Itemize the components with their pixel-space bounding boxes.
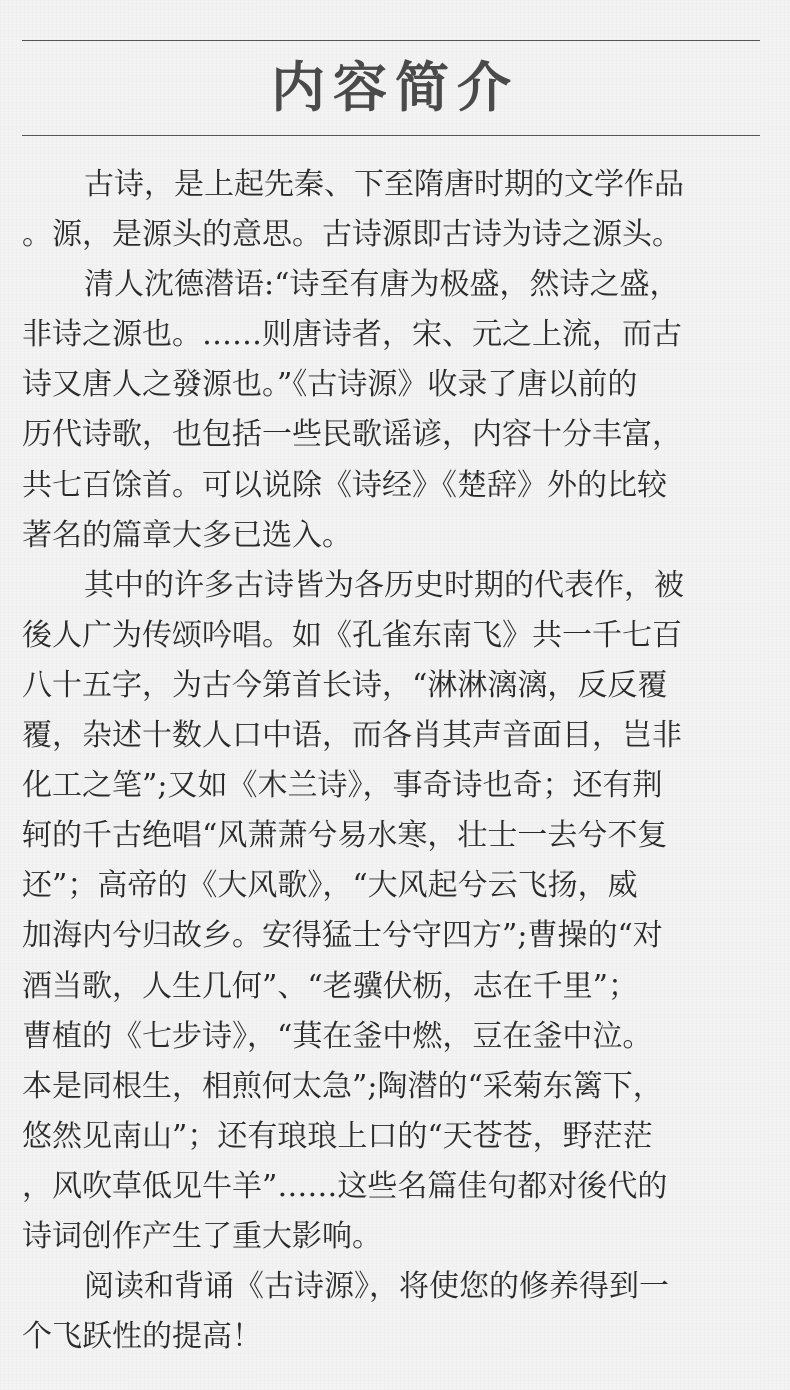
text-line: ，风吹草低见牛羊”……这些名篇佳句都对後代的 [22,1168,668,1204]
text-line: 历代诗歌，也包括一些民歌谣谚，内容十分丰富， [22,417,682,453]
page-title: 内容简介 [271,56,519,119]
text-line: 诗词创作产生了重大影响。 [22,1218,382,1254]
top-divider [22,40,760,41]
bottom-divider [22,135,760,136]
text-line: 共七百馀首。可以说除《诗经》《楚辞》外的比较 [22,467,667,503]
text-line: 覆，杂述十数人口中语，而各肖其声音面目，岂非 [22,718,682,754]
text-line: 。源，是源头的意思。古诗源即古诗为诗之源头。 [22,217,682,253]
text-line: 著名的篇章大多已选入。 [22,517,352,553]
text-line: 还”；高帝的《大风歌》，“大风起兮云飞扬，威 [22,868,638,904]
text-line: 八十五字，为古今第首长诗，“淋淋漓漓，反反覆 [22,667,668,703]
text-line: 非诗之源也。……则唐诗者，宋、元之上流，而古 [22,317,682,353]
text-line: 阅读和背诵《古诗源》，将使您的修养得到一 [84,1269,669,1305]
text-line: 後人广为传颂吟唱。如《孔雀东南飞》共一千七百 [22,617,682,653]
text-line: 加海内兮归故乡。安得猛士兮守四方”;曹操的“对 [22,918,663,954]
text-line: 本是同根生，相煎何太急”;陶潜的“采菊东篱下， [22,1068,663,1104]
text-line: 轲的千古绝唱“风萧萧兮易水寒，壮士一去兮不复 [22,818,668,854]
text-line: 曹植的《七步诗》，“萁在釜中燃，豆在釜中泣。 [22,1018,653,1054]
text-line: 其中的许多古诗皆为各历史时期的代表作，被 [84,567,684,603]
text-line: 古诗，是上起先秦、下至隋唐时期的文学作品 [84,167,684,202]
intro-text [22,160,766,1362]
text-line: 诗又唐人之發源也。”《古诗源》收录了唐以前的 [22,367,638,403]
text-line: 悠然见南山”；还有琅琅上口的“天苍苍，野茫茫 [22,1118,653,1154]
text-line: 清人沈德潜语:“诗至有唐为极盛，然诗之盛， [84,267,680,303]
text-line: 个飞跃性的提高！ [22,1319,262,1355]
text-line: 化工之笔”;又如《木兰诗》，事奇诗也奇；还有荆 [22,768,663,804]
text-line: 酒当歌，人生几何”、“老骥伏枥，志在千里”； [22,968,639,1004]
